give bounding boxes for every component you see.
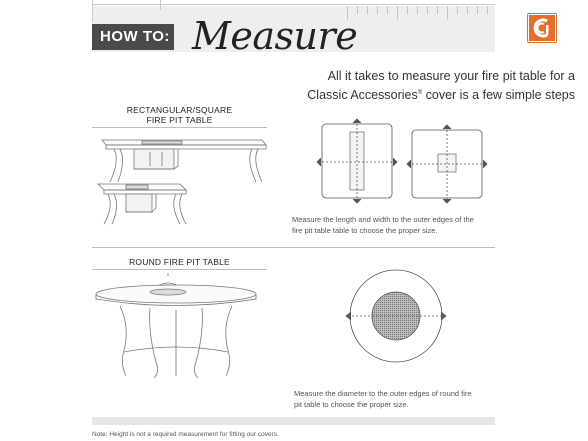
registered-mark: ® <box>417 90 423 96</box>
header-marker <box>160 0 161 10</box>
rect-section-title-1: RECTANGULAR/SQUARE <box>126 105 233 115</box>
round-caption-line-1: Measure the diameter to the outer edges of round fire <box>294 389 472 398</box>
measure-title: Measure <box>192 14 358 58</box>
footer-note: Note: Height is not a required measurement for fitting our covers. <box>92 431 279 438</box>
rect-caption-line-1: Measure the length and width to the outer edges of the <box>292 215 474 224</box>
intro-rest: cover is a few simple steps <box>422 88 575 103</box>
round-top-view-diagram <box>344 264 448 368</box>
round-table-illustration <box>90 272 270 382</box>
intro-line-2 <box>230 85 575 103</box>
rectangle-top-view-diagram <box>316 118 398 204</box>
header-top-line <box>92 4 495 5</box>
footer-band <box>92 417 495 425</box>
round-section-title: ROUND FIRE PIT TABLE <box>129 257 230 267</box>
round-section-rule <box>92 269 267 270</box>
rect-section-title-2: FIRE PIT TABLE <box>146 115 213 125</box>
rect-section-rule <box>92 127 267 128</box>
classic-accessories-logo <box>527 13 557 43</box>
section-divider <box>92 247 495 248</box>
square-table-illustration <box>92 178 192 230</box>
rect-caption-line-2: fire pit table table to choose the proper size. <box>292 226 438 235</box>
intro-line-1: All it takes to measure your fire pit table for a <box>327 69 575 83</box>
intro-brand: Classic Accessories <box>307 88 418 103</box>
logo-mark-icon <box>527 13 557 43</box>
square-top-view-diagram <box>406 124 488 204</box>
how-to-label: HOW TO: <box>100 28 170 45</box>
round-caption-line-2: pit table to choose the proper size. <box>294 400 409 409</box>
header-left-marker <box>92 0 93 22</box>
